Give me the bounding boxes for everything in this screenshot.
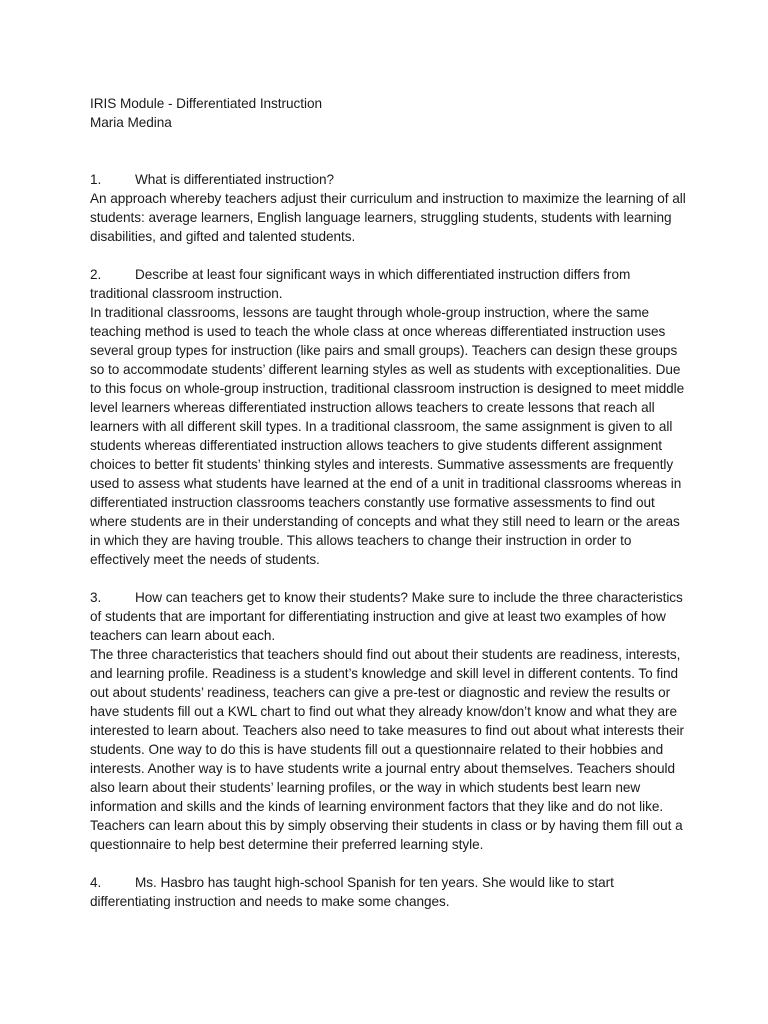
question-text (90, 265, 690, 303)
document-title: IRIS Module - Differentiated Instruction (90, 96, 322, 111)
question-text (90, 170, 690, 189)
document-header (90, 94, 690, 132)
document-author: Maria Medina (90, 115, 172, 130)
question-number: 4. (90, 875, 102, 890)
question-block-1 (90, 170, 690, 246)
question-text (90, 588, 690, 645)
question-prompt: How can teachers get to know their students? Make sure to include the three characteristics of students that are important for differentiating instruction and give at least two examples of how teachers can learn about each. (90, 590, 683, 643)
question-prompt: What is differentiated instruction? (135, 172, 334, 187)
answer-text: In traditional classrooms, lessons are taught through whole-group instruction, where the same teaching method is used to teach the whole class at once whereas differentiated instruction uses several group types for instruction (like pairs and small groups). Teachers can design these groups so to accommodate students’ different learning styles as well as students with exceptionalities. Due to this focus on whole-group instruction, traditional classroom instruction is designed to meet middle level learners whereas differentiated instruction allows teachers to create lessons that reach all learners with all different skill types. In a traditional classroom, the same assignment is given to all students whereas differentiated instruction allows teachers to give students different assignment choices to better fit students’ thinking styles and interests. Summative assessments are frequently used to assess what students have learned at the end of a unit in traditional classrooms whereas in differentiated instruction classrooms teachers constantly use formative assessments to find out where students are in their understanding of concepts and what they still need to learn or the areas in which they are having trouble. This allows teachers to change their instruction in order to effectively meet the needs of students. (90, 305, 685, 567)
question-prompt: Ms. Hasbro has taught high-school Spanish for ten years. She would like to start differentiating instruction and needs to make some changes. (90, 875, 614, 909)
question-prompt: Describe at least four significant ways in which differentiated instruction differs from traditional classroom instruction. (90, 267, 631, 301)
question-number: 1. (90, 172, 102, 187)
document-page (90, 94, 690, 930)
question-text (90, 873, 690, 911)
question-block-4 (90, 873, 690, 911)
answer-text: An approach whereby teachers adjust their curriculum and instruction to maximize the learning of all students: average learners, English language learners, struggling students, students with learning disabilities, and gifted and talented students. (90, 191, 686, 244)
question-block-3 (90, 588, 690, 854)
question-number: 3. (90, 590, 102, 605)
answer-text: The three characteristics that teachers should find out about their students are readiness, interests, and learning profile. Readiness is a student’s knowledge and skill level in different contents. To find out about students’ readiness, teachers can give a pre-test or diagnostic and review the results or have students fill out a KWL chart to find out what they already know/don’t know and what they are interested to learn about. Teachers also need to take measures to find out about what interests their students. One way to do this is have students fill out a questionnaire related to their hobbies and interests. Another way is to have students write a journal entry about themselves. Teachers should also learn about their students’ learning profiles, or the way in which students best learn new information and skills and the kinds of learning environment factors that they like and do not like. Teachers can learn about this by simply observing their students in class or by having them fill out a questionnaire to help best determine their preferred learning style. (90, 647, 684, 852)
question-block-2 (90, 265, 690, 569)
question-number: 2. (90, 267, 102, 282)
